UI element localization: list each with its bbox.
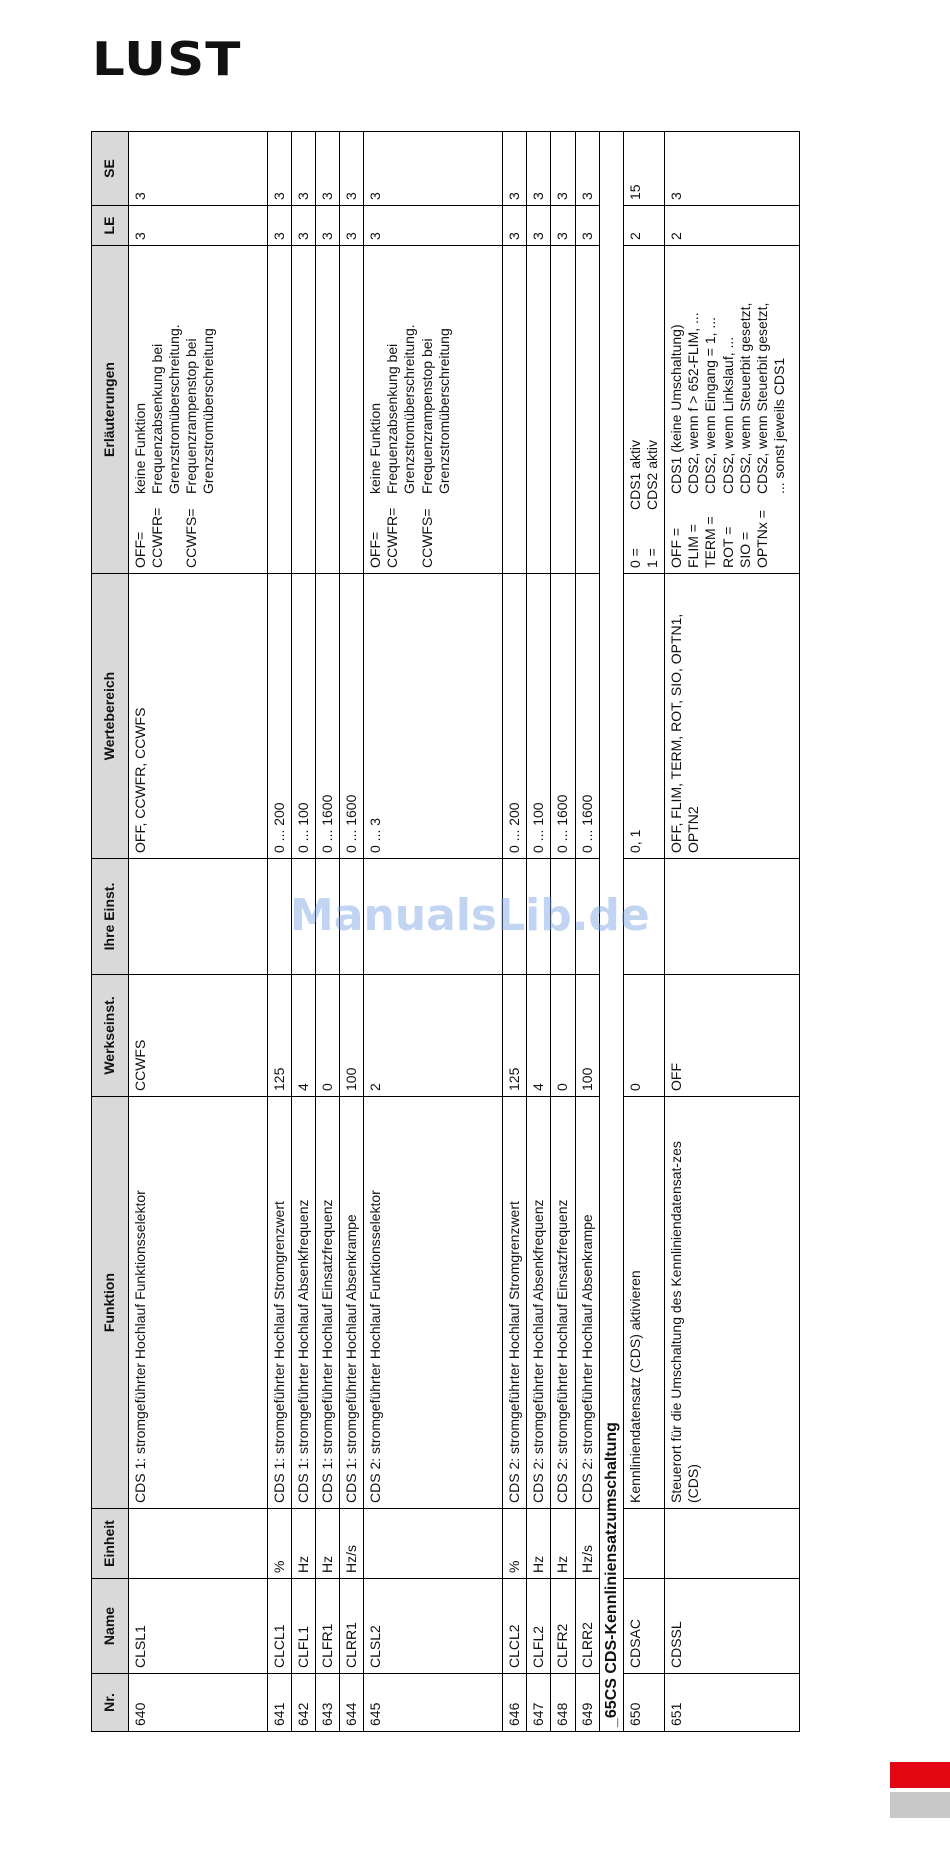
param-le: 3 [527, 206, 551, 246]
param-number: 651 [665, 1674, 800, 1732]
param-se: 15 [624, 132, 665, 206]
note-value: CDS2 aktiv [644, 439, 661, 510]
param-number: 645 [364, 1674, 503, 1732]
param-range: 0 ... 100 [292, 574, 316, 859]
note-value: CDS2, wenn Eingang = 1, ... [702, 316, 719, 494]
note-value: Frequenzabsenkung bei Grenzstromüberschreitung. [149, 324, 183, 494]
table-header-row [92, 132, 129, 1732]
param-le: 3 [129, 206, 268, 246]
param-unit: Hz [292, 1509, 316, 1579]
param-default: CCWFS [129, 975, 268, 1097]
note-value: Frequenzabsenkung bei Grenzstromüberschreitung. [384, 324, 418, 494]
table-row [129, 132, 268, 1732]
param-name: CDSSL [665, 1579, 800, 1674]
param-function: Kennliniendatensatz (CDS) aktivieren [624, 1097, 665, 1509]
param-number: 647 [527, 1674, 551, 1732]
note-value: keine Funktion [367, 402, 384, 494]
param-number: 646 [503, 1674, 527, 1732]
column-header: Funktion [92, 1097, 129, 1509]
param-notes [364, 246, 503, 574]
note-value: CDS1 aktiv [627, 439, 644, 510]
param-se: 3 [527, 132, 551, 206]
param-range: OFF, FLIM, TERM, ROT, SIO, OPTN1, OPTN2 [665, 574, 800, 859]
note-key: CCWFS= [183, 508, 200, 568]
note-key: CCWFR= [384, 507, 401, 568]
param-default: 0 [624, 975, 665, 1097]
page-tab-red [890, 1762, 950, 1788]
param-function: CDS 1: stromgeführter Hochlauf Stromgrenzwert [268, 1097, 292, 1509]
param-default: OFF [665, 975, 800, 1097]
param-le: 3 [340, 206, 364, 246]
note-value: CDS2, wenn Steuerbit gesetzt, [736, 302, 753, 494]
param-le: 3 [551, 206, 575, 246]
param-name: CLCL2 [503, 1579, 527, 1674]
param-unit [624, 1509, 665, 1579]
watermark: ManualsLib.de [290, 890, 650, 941]
param-unit: Hz/s [575, 1509, 599, 1579]
column-header: Name [92, 1579, 129, 1674]
note-key: OFF= [132, 531, 148, 568]
param-function: CDS 2: stromgeführter Hochlauf Funktionsselektor [364, 1097, 503, 1509]
table-body-cdssel [624, 132, 800, 1732]
param-range: 0 ... 1600 [316, 574, 340, 859]
param-default: 4 [292, 975, 316, 1097]
note-value: keine Funktion [132, 402, 148, 494]
column-header: SE [92, 132, 129, 206]
param-unit: % [503, 1509, 527, 1579]
param-notes [129, 246, 268, 574]
param-unit [665, 1509, 800, 1579]
param-se: 3 [340, 132, 364, 206]
column-header: Wertebereich [92, 574, 129, 859]
note-value: CDS2, wenn f > 652-FLIM, ... [685, 312, 702, 494]
param-le: 3 [364, 206, 503, 246]
param-user-setting [129, 859, 268, 975]
param-function: CDS 2: stromgeführter Hochlauf Absenkfrequenz [527, 1097, 551, 1509]
param-le: 3 [316, 206, 340, 246]
note-key: 1 = [644, 548, 661, 568]
note-key: OPTNx = [753, 510, 770, 568]
param-default: 2 [364, 975, 503, 1097]
note-key: ROT = [719, 526, 736, 568]
param-number: 640 [129, 1674, 268, 1732]
param-range: 0, 1 [624, 574, 665, 859]
param-name: CLFL1 [292, 1579, 316, 1674]
param-number: 650 [624, 1674, 665, 1732]
note-key [771, 498, 788, 568]
note-value: CDS1 (keine Umschaltung) [668, 324, 685, 494]
column-header: LE [92, 206, 129, 246]
param-unit: Hz/s [340, 1509, 364, 1579]
param-range: 0 ... 200 [503, 574, 527, 859]
param-le: 3 [503, 206, 527, 246]
column-header: Ihre Einst. [92, 859, 129, 975]
param-range: OFF, CCWFR, CCWFS [129, 574, 268, 859]
note-key: SIO = [736, 531, 753, 568]
note-value: CDS2, wenn Steuerbit gesetzt, [753, 302, 770, 494]
param-default: 100 [340, 975, 364, 1097]
param-default: 0 [551, 975, 575, 1097]
param-user-setting [665, 859, 800, 975]
param-number: 649 [575, 1674, 599, 1732]
param-range: 0 ... 100 [527, 574, 551, 859]
param-number: 641 [268, 1674, 292, 1732]
param-notes [268, 246, 292, 574]
param-function: Steuerort für die Umschaltung des Kennliniendatensat-zes (CDS) [665, 1097, 800, 1509]
param-user-setting [268, 859, 292, 975]
param-se: 3 [503, 132, 527, 206]
param-number: 648 [551, 1674, 575, 1732]
param-default: 125 [503, 975, 527, 1097]
column-header: Erläuterungen [92, 246, 129, 574]
param-range: 0 ... 3 [364, 574, 503, 859]
column-header: Werkseinst. [92, 975, 129, 1097]
param-name: CDSAC [624, 1579, 665, 1674]
note-value: ... sonst jeweils CDS1 [770, 357, 787, 494]
param-notes [527, 246, 551, 574]
param-function: CDS 2: stromgeführter Hochlauf Einsatzfrequenz [551, 1097, 575, 1509]
param-name: CLSL2 [364, 1579, 503, 1674]
param-default: 125 [268, 975, 292, 1097]
brand-logo: LUST [92, 32, 242, 86]
note-value: Frequenzrampenstop bei Grenzstromüberschreitung [418, 328, 452, 494]
note-key: FLIM = [685, 524, 702, 568]
param-name: CLCL1 [268, 1579, 292, 1674]
param-function: CDS 1: stromgeführter Hochlauf Funktionsselektor [129, 1097, 268, 1509]
param-function: CDS 1: stromgeführter Hochlauf Absenkrampe [340, 1097, 364, 1509]
param-name: CLRR2 [575, 1579, 599, 1674]
param-notes [503, 246, 527, 574]
note-value: Frequenzrampenstop bei Grenzstromüberschreitung [183, 328, 217, 494]
table-row [665, 132, 800, 1732]
param-notes [624, 246, 665, 574]
param-range: 0 ... 200 [268, 574, 292, 859]
param-notes [292, 246, 316, 574]
table-row [268, 132, 292, 1732]
param-number: 644 [340, 1674, 364, 1732]
page-tab-grey [890, 1792, 950, 1818]
param-range: 0 ... 1600 [340, 574, 364, 859]
param-number: 643 [316, 1674, 340, 1732]
param-name: CLFR1 [316, 1579, 340, 1674]
param-unit: Hz [551, 1509, 575, 1579]
param-default: 4 [527, 975, 551, 1097]
column-header: Einheit [92, 1509, 129, 1579]
param-default: 100 [575, 975, 599, 1097]
param-le: 3 [268, 206, 292, 246]
param-le: 2 [624, 206, 665, 246]
note-key: OFF = [668, 527, 685, 568]
param-unit: Hz [527, 1509, 551, 1579]
param-unit [129, 1509, 268, 1579]
param-le: 2 [665, 206, 800, 246]
param-se: 3 [551, 132, 575, 206]
param-le: 3 [292, 206, 316, 246]
param-se: 3 [665, 132, 800, 206]
param-default: 0 [316, 975, 340, 1097]
param-se: 3 [292, 132, 316, 206]
section-title: _65CS CDS-Kennliniensatzumschaltung [599, 132, 624, 1732]
param-name: CLFL2 [527, 1579, 551, 1674]
param-notes [316, 246, 340, 574]
column-header: Nr. [92, 1674, 129, 1732]
param-function: CDS 1: stromgeführter Hochlauf Absenkfrequenz [292, 1097, 316, 1509]
note-key: CCWFR= [149, 507, 166, 568]
param-name: CLFR2 [551, 1579, 575, 1674]
note-value: CDS2, wenn Linkslauf, ... [719, 336, 736, 494]
note-key: CCWFS= [418, 508, 435, 568]
param-function: CDS 2: stromgeführter Hochlauf Absenkrampe [575, 1097, 599, 1509]
param-name: CLSL1 [129, 1579, 268, 1674]
param-notes [665, 246, 800, 574]
param-se: 3 [316, 132, 340, 206]
param-unit: % [268, 1509, 292, 1579]
param-unit: Hz [316, 1509, 340, 1579]
param-notes [551, 246, 575, 574]
param-se: 3 [129, 132, 268, 206]
note-key: TERM = [702, 516, 719, 568]
param-unit [364, 1509, 503, 1579]
param-notes [575, 246, 599, 574]
param-se: 3 [364, 132, 503, 206]
param-function: CDS 1: stromgeführter Hochlauf Einsatzfrequenz [316, 1097, 340, 1509]
param-range: 0 ... 1600 [551, 574, 575, 859]
param-range: 0 ... 1600 [575, 574, 599, 859]
param-number: 642 [292, 1674, 316, 1732]
note-key: 0 = [627, 548, 644, 568]
param-se: 3 [575, 132, 599, 206]
param-name: CLRR1 [340, 1579, 364, 1674]
param-se: 3 [268, 132, 292, 206]
note-key: OFF= [367, 531, 384, 568]
param-notes [340, 246, 364, 574]
param-function: CDS 2: stromgeführter Hochlauf Stromgrenzwert [503, 1097, 527, 1509]
param-le: 3 [575, 206, 599, 246]
